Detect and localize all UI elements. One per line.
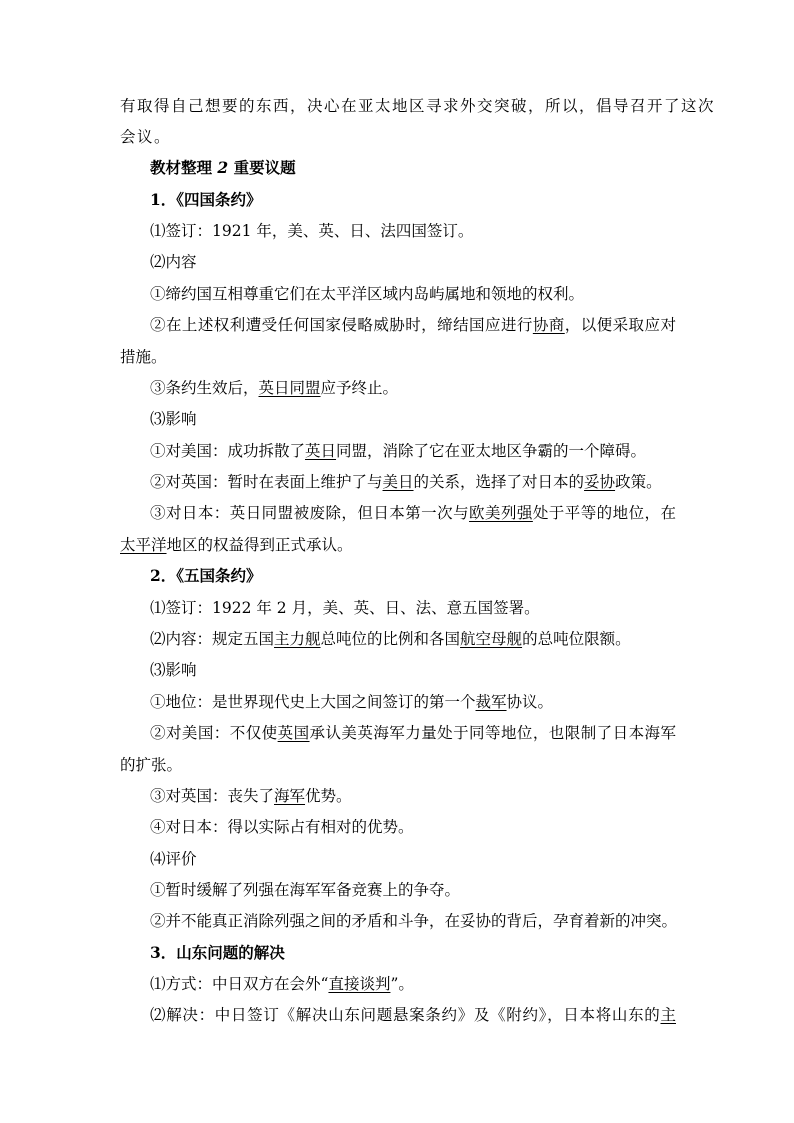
text-line	[150, 880, 676, 900]
text-segment: ⑷评价	[150, 850, 197, 868]
text-segment: 措施。	[120, 348, 167, 366]
text-segment: 同盟，消除了它在亚太地区争霸的一个障碍。	[336, 442, 647, 460]
text-line	[150, 1005, 676, 1025]
text-segment: 政策。	[615, 473, 662, 491]
text-segment: ②并不能真正消除列强之间的矛盾和斗争，在妥协的背后，孕育着新的冲突。	[150, 912, 678, 930]
text-line	[150, 158, 676, 178]
text-line	[120, 535, 676, 555]
text-line	[120, 96, 716, 116]
text-segment: ⑵解决：中日签订《解决山东问题悬案条约》及《附约》，日本将山东的	[150, 1006, 661, 1024]
underlined-term: 主力舰	[274, 630, 321, 648]
text-segment: ，以便采取应对	[564, 316, 676, 334]
text-segment: ②在上述权利遭受任何国家侵略威胁时，缔结国应进行	[150, 316, 533, 334]
text-segment: 协议。	[506, 693, 554, 711]
text-segment: ③条约生效后，	[150, 379, 259, 397]
text-segment: ②对英国：暂时在表面上维护了与	[150, 473, 383, 491]
text-segment: ①缔约国互相尊重它们在太平洋区域内岛屿属地和领地的权利。	[150, 285, 585, 303]
text-segment: 应予终止。	[320, 379, 399, 397]
text-segment: ③对日本：英日同盟被废除，但日本第一次与	[150, 504, 470, 522]
text-segment: 2	[212, 158, 234, 177]
text-line	[150, 503, 676, 523]
text-segment: ①暂时缓解了列强在海军军备竞赛上的争夺。	[150, 881, 461, 899]
text-line	[150, 911, 676, 931]
text-segment: ⑴签订：1921 年，美、英、日、法四国签订。	[150, 222, 474, 240]
text-line	[150, 817, 676, 837]
text-line	[150, 378, 676, 398]
text-segment: 的关系，选择了对日本的	[413, 473, 585, 491]
text-segment: ③对英国：丧失了	[150, 787, 275, 805]
underlined-term: 英国	[277, 724, 310, 742]
text-segment: 有取得自己想要的东西，决心在亚太地区寻求外交突破，所以，倡导召开了这次	[120, 97, 716, 115]
underlined-term: 主	[660, 1006, 676, 1024]
text-line	[120, 755, 676, 775]
text-segment: 的扩张。	[120, 756, 183, 774]
text-segment: ⑵内容	[150, 253, 197, 271]
text-segment: 教材整理	[150, 158, 213, 177]
text-line	[120, 127, 676, 147]
text-segment: 处于平等的地位，在	[532, 504, 676, 522]
text-segment: ⑴方式：中日双方在会外“	[150, 975, 329, 993]
text-segment: 3．山东问题的解决	[150, 943, 285, 962]
text-segment: 地区的权益得到正式承认。	[166, 536, 353, 554]
text-segment: 优势。	[305, 787, 352, 805]
underlined-term: 航空母舰	[460, 630, 523, 648]
text-line	[150, 284, 676, 304]
text-segment: 重要议题	[233, 158, 296, 177]
text-line	[150, 692, 676, 712]
text-line	[150, 221, 676, 241]
text-line	[150, 598, 676, 618]
text-segment: ①对美国：成功拆散了	[150, 442, 306, 460]
text-line	[150, 974, 676, 994]
underlined-term: 协商	[532, 316, 565, 334]
text-line	[150, 252, 676, 272]
text-line	[150, 315, 676, 335]
text-segment: 1．《四国条约》	[150, 190, 262, 209]
text-line	[150, 441, 676, 461]
text-segment: ”。	[390, 975, 414, 993]
underlined-term: 英日同盟	[258, 379, 321, 397]
text-line	[150, 849, 676, 869]
text-segment: 会议。	[120, 128, 172, 146]
text-segment: ②对美国：不仅使	[150, 724, 278, 742]
text-line	[150, 943, 676, 963]
text-line	[150, 472, 676, 492]
text-line	[150, 723, 676, 743]
text-line	[150, 786, 676, 806]
underlined-term: 欧美列强	[469, 504, 533, 522]
text-segment: 的总吨位限额。	[522, 630, 631, 648]
text-line	[150, 190, 676, 210]
text-segment: ⑶影响	[150, 410, 197, 428]
text-segment: ⑵内容：规定五国	[150, 630, 275, 648]
underlined-term: 海军	[274, 787, 306, 805]
text-line	[150, 660, 676, 680]
underlined-term: 美日	[382, 473, 414, 491]
text-segment: ⑴签订：1922 年 2 月，美、英、日、法、意五国签署。	[150, 599, 540, 617]
underlined-term: 裁军	[475, 693, 507, 711]
text-segment: ①地位：是世界现代史上大国之间签订的第一个	[150, 693, 476, 711]
text-line	[120, 347, 676, 367]
text-line	[150, 566, 676, 586]
text-segment: ④对日本：得以实际占有相对的优势。	[150, 818, 414, 836]
underlined-term: 妥协	[584, 473, 616, 491]
text-line	[150, 409, 676, 429]
text-segment: 承认美英海军力量处于同等地位，也限制了日本海军	[309, 724, 676, 742]
underlined-term: 太平洋	[120, 536, 167, 554]
text-line	[150, 629, 676, 649]
underlined-term: 英日	[305, 442, 337, 460]
text-segment: 2．《五国条约》	[150, 566, 262, 585]
text-segment: ⑶影响	[150, 661, 197, 679]
underlined-term: 直接谈判	[328, 975, 391, 993]
text-segment: 总吨位的比例和各国	[320, 630, 461, 648]
